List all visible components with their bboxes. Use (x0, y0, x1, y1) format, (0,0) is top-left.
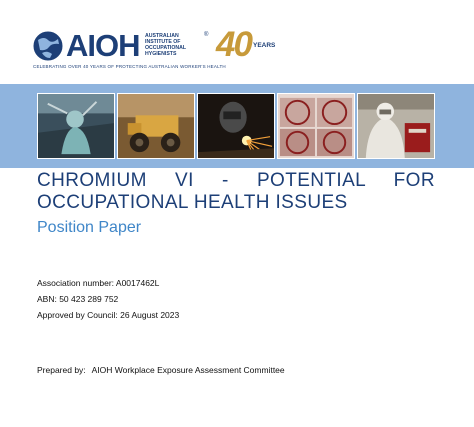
logo-wordmark: AIOH (66, 28, 140, 63)
anniversary-word: YEARS (253, 42, 276, 49)
document-title: CHROMIUM VI - POTENTIAL FOR OCCUPATIONAL HEALTH ISSUES (37, 170, 435, 213)
institute-line: HYGIENISTS (145, 51, 177, 57)
anniversary-number: 40 (216, 25, 251, 64)
prepared-by-value: AIOH Workplace Exposure Assessment Committee (91, 365, 285, 375)
document-subtitle: Position Paper (37, 219, 142, 236)
industrial-fans-photo (277, 93, 355, 159)
institute-line: INSTITUTE OF (145, 39, 181, 45)
globe-icon (32, 30, 64, 62)
institute-line: AUSTRALIAN (145, 33, 179, 39)
abn: ABN: 50 423 289 752 (37, 294, 119, 304)
institute-name (145, 33, 205, 57)
hazmat-worker-photo (357, 93, 435, 159)
mining-truck-photo (117, 93, 195, 159)
institute-line: OCCUPATIONAL (145, 45, 187, 51)
approval-date: Approved by Council: 26 August 2023 (37, 310, 180, 320)
welder-photo (37, 93, 115, 159)
registered-mark: ® (204, 32, 209, 38)
logo-tagline: CELEBRATING OVER 40 YEARS OF PROTECTING AUSTRALIAN WORKER'S HEALTH (33, 64, 226, 69)
prepared-by (37, 365, 285, 375)
prepared-by-label: Prepared by: (37, 365, 86, 375)
association-number: Association number: A0017462L (37, 278, 160, 288)
welding-sparks-photo (197, 93, 275, 159)
